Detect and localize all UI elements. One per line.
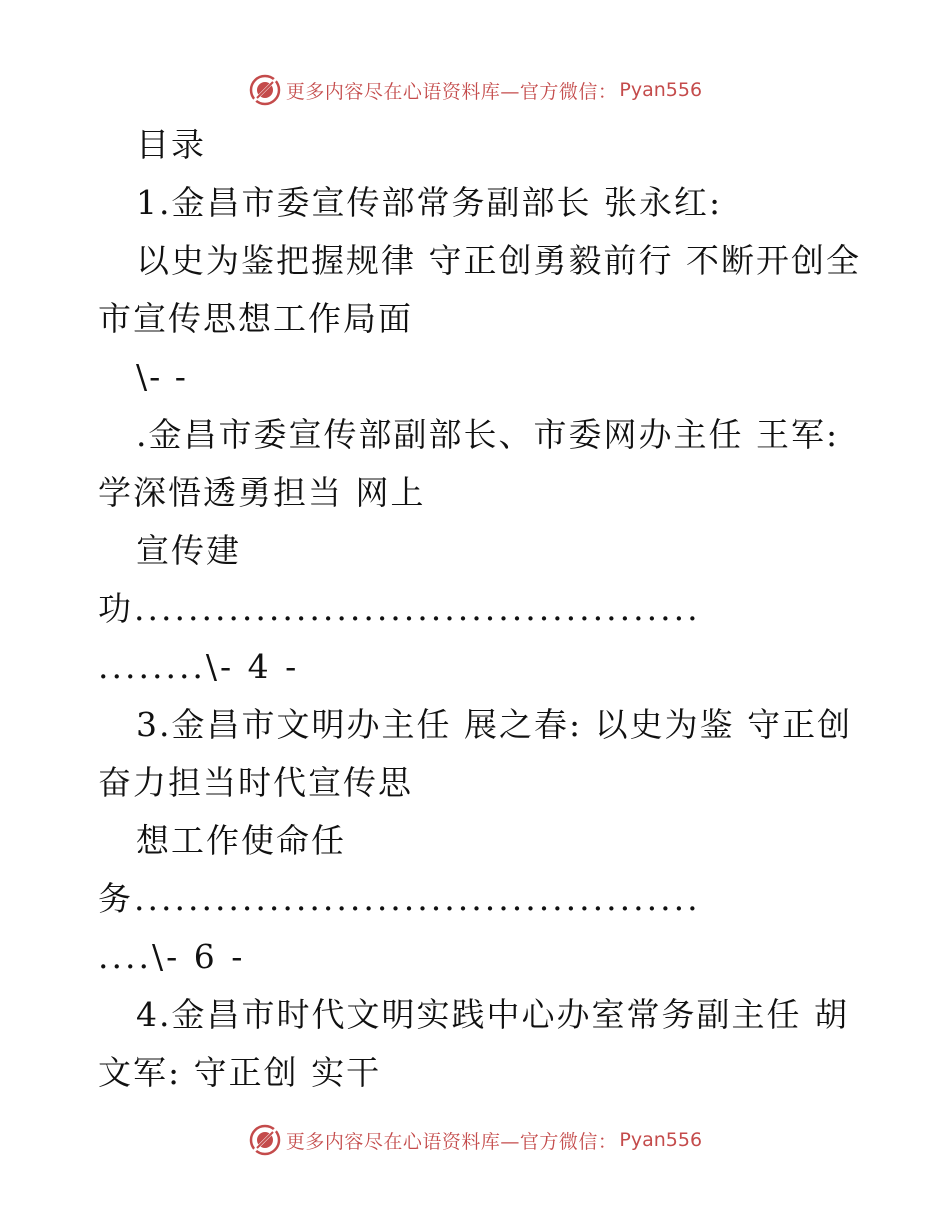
toc-entry-3-leader: 务.......................................... [98,879,701,918]
toc-entry-2-line-1: .金昌市委宣传部副部长、市委网办主任 王军: [136,415,840,454]
watermark-account: Pyan556 [619,79,703,101]
toc-content [98,116,861,1102]
watermark-text: 更多内容尽在心语资料库—官方微信： [285,80,618,103]
toc-entry-3-page: ....\- 6 - [98,937,246,976]
toc-entry-3-line-2: 奋力担当时代宣传思 [98,763,413,802]
toc-entry-1-line-1: 1.金昌市委宣传部常务副部长 张永红: [136,183,723,222]
toc-entry-3-line-3: 想工作使命任 [136,821,346,860]
watermark-text: 更多内容尽在心语资料库—官方微信： [285,1130,618,1153]
toc-entry-2-line-3: 宣传建 [136,531,241,570]
toc-entry-2-line-2: 学深悟透勇担当 网上 [98,473,426,512]
toc-entry-4-line-1: 4.金昌市时代文明实践中心办室常务副主任 胡 [136,995,849,1034]
watermark-footer [0,1120,950,1160]
toc-entry-1-line-3: 市宣传思想工作局面 [98,299,413,338]
toc-entry-2-leader: 功.......................................... [98,589,701,628]
toc-entry-4-line-2: 文军: 守正创 实干 [98,1053,382,1092]
toc-entry-3-line-1: 3.金昌市文明办主任 展之春: 以史为鉴 守正创 [136,705,853,744]
toc-entry-1-line-2: 以史为鉴把握规律 守正创勇毅前行 不断开创全 [136,241,861,280]
pen-seal-icon [248,73,282,107]
toc-entry-2-page: ........\- 4 - [98,647,300,686]
pen-seal-icon [248,1123,282,1157]
toc-heading: 目录 [136,125,206,164]
toc-entry-1-page: \- - [136,357,188,396]
watermark-account: Pyan556 [619,1129,703,1151]
watermark-header [0,70,950,110]
